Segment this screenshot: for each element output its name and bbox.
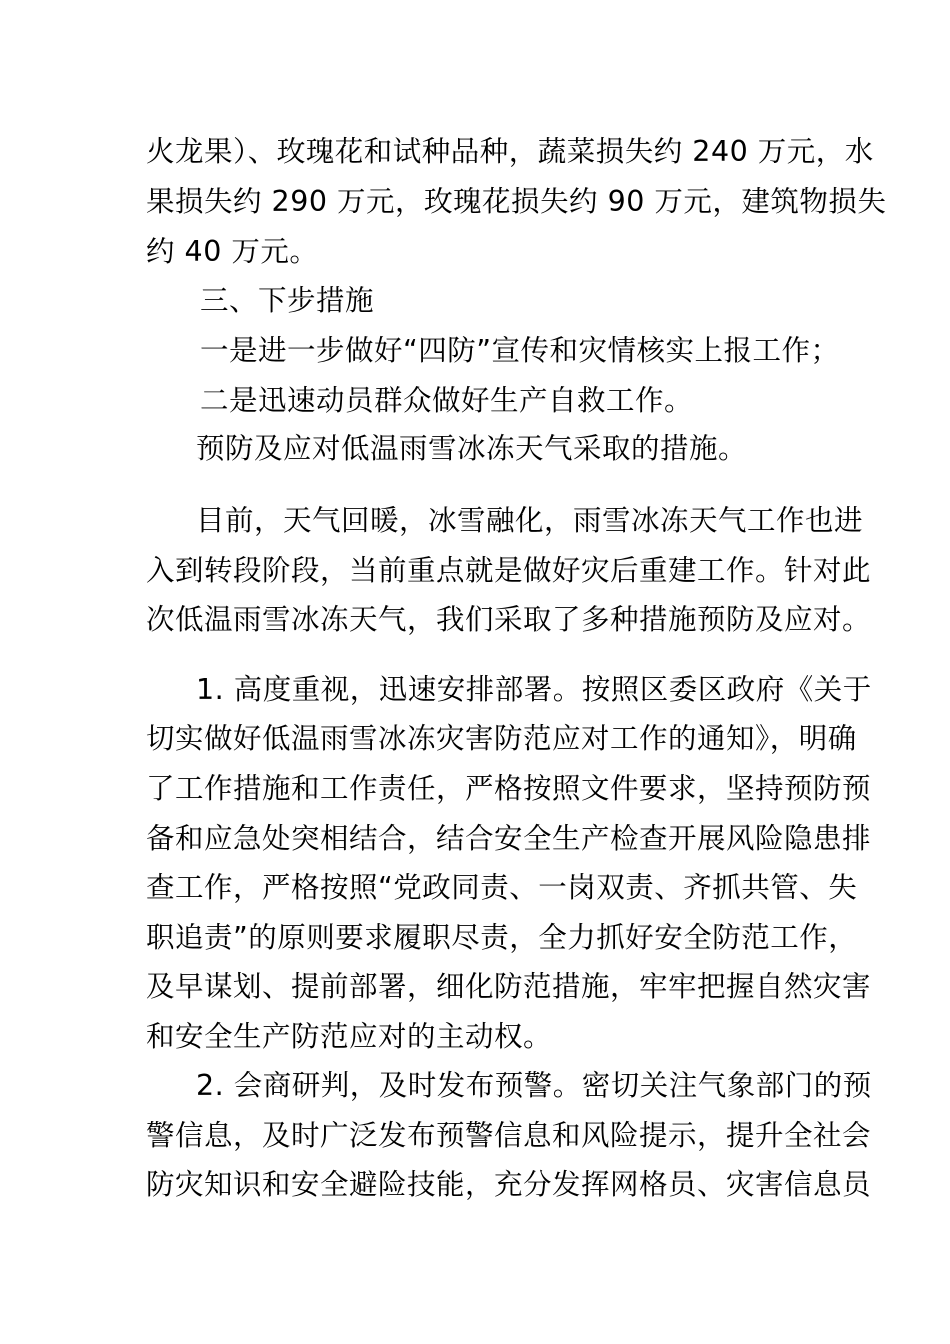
paragraph-line: 约 40 万元。 — [146, 235, 319, 268]
paragraph-line: 备和应急处突相结合，结合安全生产检查开展风险隐患排 — [146, 822, 872, 855]
subtitle: 预防及应对低温雨雪冰冻天气采取的措施。 — [196, 432, 748, 465]
paragraph-line: 及早谋划、提前部署，细化防范措施，牢牢把握自然灾害 — [146, 970, 872, 1003]
paragraph-line: 防灾知识和安全避险技能，充分发挥网格员、灾害信息员 — [146, 1168, 872, 1201]
paragraph-line: 了工作措施和工作责任，严格按照文件要求，坚持预防预 — [146, 772, 872, 805]
paragraph-line: 果损失约 290 万元，玫瑰花损失约 90 万元，建筑物损失 — [146, 185, 887, 218]
measure-item: 二是迅速动员群众做好生产自救工作。 — [200, 384, 694, 417]
paragraph-line: 2. 会商研判，及时发布预警。密切关注气象部门的预 — [196, 1069, 872, 1102]
paragraph-line: 和安全生产防范应对的主动权。 — [146, 1020, 553, 1053]
paragraph-line: 警信息，及时广泛发布预警信息和风险提示，提升全社会 — [146, 1119, 872, 1152]
paragraph-line: 职追责”的原则要求履职尽责，全力抓好安全防范工作， — [146, 921, 858, 954]
paragraph-line: 查工作，严格按照“党政同责、一岗双责、齐抓共管、失 — [146, 871, 858, 904]
paragraph-line: 目前，天气回暖，冰雪融化，雨雪冰冻天气工作也进 — [196, 504, 864, 537]
paragraph-line: 次低温雨雪冰冻天气，我们采取了多种措施预防及应对。 — [146, 603, 872, 636]
paragraph-line: 入到转段阶段，当前重点就是做好灾后重建工作。针对此 — [146, 554, 872, 587]
paragraph-line: 1. 高度重视，迅速安排部署。按照区委区政府《关于 — [196, 673, 872, 706]
measure-item: 一是进一步做好“四防”宣传和灾情核实上报工作； — [200, 334, 840, 367]
paragraph-line: 火龙果）、玫瑰花和试种品种，蔬菜损失约 240 万元，水 — [146, 135, 874, 168]
section-heading: 三、下步措施 — [200, 284, 375, 317]
paragraph-line: 切实做好低温雨雪冰冻灾害防范应对工作的通知》，明确 — [146, 722, 857, 755]
